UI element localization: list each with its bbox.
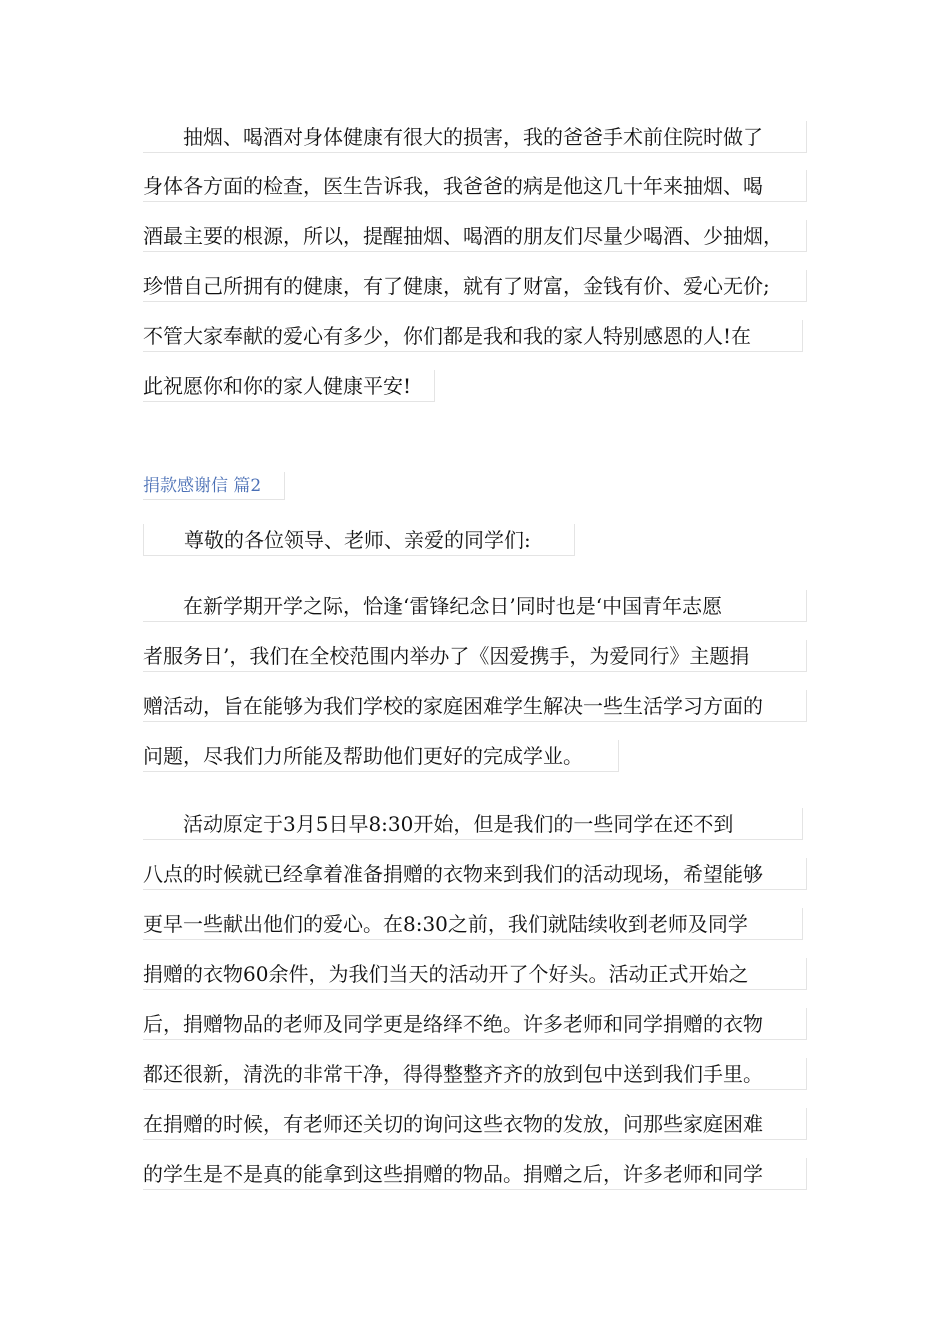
text-line: 在捐赠的时候，有老师还关切的询问这些衣物的发放，问那些家庭困难: [143, 1108, 807, 1140]
text-line: 捐赠的衣物60余件，为我们当天的活动开了个好头。活动正式开始之: [143, 958, 807, 990]
text-line: 者服务日’，我们在全校范围内举办了《因爱携手，为爱同行》主题捐: [143, 640, 807, 672]
text-line: 的学生是不是真的能拿到这些捐赠的物品。捐赠之后，许多老师和同学: [143, 1158, 807, 1190]
text-line: 活动原定于3月5日早8:30开始，但是我们的一些同学在还不到: [143, 808, 803, 840]
salutation-line: 尊敬的各位领导、老师、亲爱的同学们:: [143, 524, 575, 556]
text-line: 珍惜自己所拥有的健康，有了健康，就有了财富，金钱有价、爱心无价;: [143, 270, 807, 302]
text-line: 不管大家奉献的爱心有多少，你们都是我和我的家人特别感恩的人!在: [143, 320, 803, 352]
text-line: 身体各方面的检查，医生告诉我，我爸爸的病是他这几十年来抽烟、喝: [143, 170, 807, 202]
text-line: 抽烟、喝酒对身体健康有很大的损害，我的爸爸手术前住院时做了: [143, 121, 807, 153]
text-line: 八点的时候就已经拿着准备捐赠的衣物来到我们的活动现场，希望能够: [143, 858, 807, 890]
text-line: 在新学期开学之际，恰逢‘雷锋纪念日’同时也是‘中国青年志愿: [143, 590, 807, 622]
text-line: 酒最主要的根源，所以，提醒抽烟、喝酒的朋友们尽量少喝酒、少抽烟，: [143, 220, 807, 252]
text-line: 后，捐赠物品的老师及同学更是络绎不绝。许多老师和同学捐赠的衣物: [143, 1008, 807, 1040]
text-line: 赠活动，旨在能够为我们学校的家庭困难学生解决一些生活学习方面的: [143, 690, 807, 722]
text-line: 都还很新，清洗的非常干净，得得整整齐齐的放到包中送到我们手里。: [143, 1058, 807, 1090]
section-heading: 捐款感谢信 篇2: [143, 472, 285, 500]
text-line: 此祝愿你和你的家人健康平安!: [143, 370, 435, 402]
text-line: 更早一些献出他们的爱心。在8:30之前，我们就陆续收到老师及同学: [143, 908, 803, 940]
text-line: 问题，尽我们力所能及帮助他们更好的完成学业。: [143, 740, 619, 772]
